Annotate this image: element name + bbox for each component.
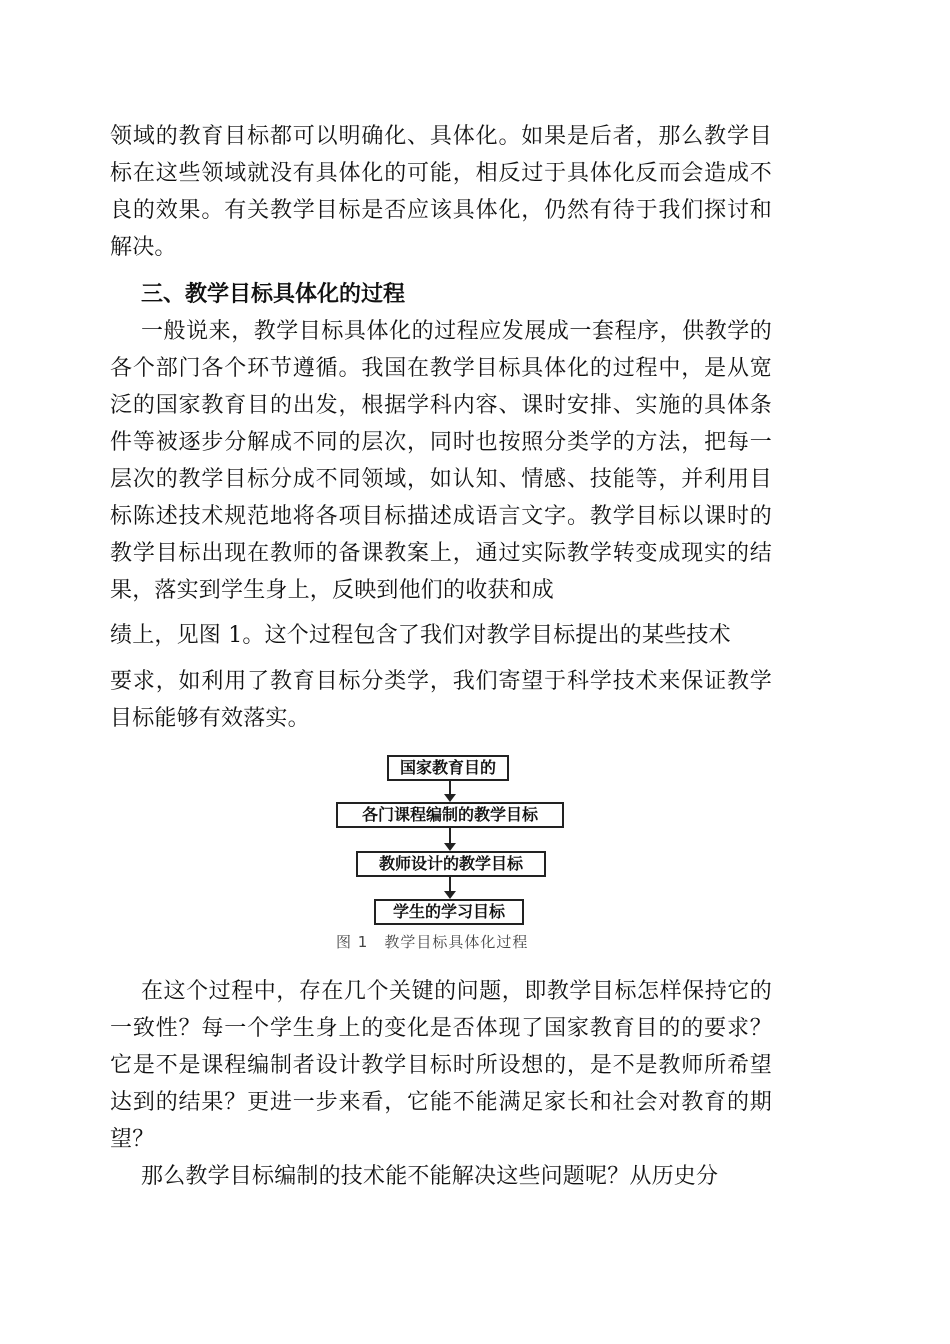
flowchart-figure — [110, 751, 772, 961]
figure-caption — [336, 931, 566, 952]
flow-arrow-head — [444, 843, 456, 851]
paragraph-2-end: 要求，如利用了教育目标分类学，我们寄望于科学技术来保证教学目标能够有效落实。 — [110, 669, 772, 731]
flow-box-student-goal: 学生的学习目标 — [374, 899, 524, 925]
paragraph-4: 那么教学目标编制的技术能不能解决这些问题呢？从历史分 — [141, 1164, 719, 1189]
flow-arrow-line — [449, 828, 451, 843]
paragraph-2-continued: 绩上，见图 1。这个过程包含了我们对教学目标提出的某些技术 — [110, 623, 731, 648]
flow-arrow-head — [444, 794, 456, 802]
flow-arrow-line — [449, 781, 451, 794]
flow-box-national-goal: 国家教育目的 — [387, 755, 509, 781]
paragraph-3: 在这个过程中，存在几个关键的问题，即教学目标怎样保持它的一致性？每一个学生身上的变化是否体现了国家教育目的的要求？它是不是课程编制者设计教学目标时所设想的，是不是教师所希望达到的结果？更进一步来看，它能不能满足家长和社会对教育的期望？ — [110, 979, 772, 1152]
figure-caption-number: 图 1 — [336, 933, 369, 951]
flow-arrow-line — [449, 877, 451, 891]
document-page — [110, 118, 772, 1195]
section-heading: 三、教学目标具体化的过程 — [141, 282, 406, 307]
paragraph-2: 一般说来，教学目标具体化的过程应发展成一套程序，供教学的各个部门各个环节遵循。我国在教学目标具体化的过程中，是从宽泛的国家教育目的出发，根据学科内容、课时安排、实施的具体条件等被逐步分解成不同的层次，同时也按照分类学的方法，把每一层次的教学目标分成不同领域，如认知、情感、技能等，并利用目标陈述技术规范地将各项目标描述成语言文字。教学目标以课时的教学目标出现在教师的备课教案上，通过实际教学转变成现实的结果，落实到学生身上，反映到他们的收获和成 — [110, 319, 772, 603]
flow-box-curriculum-goal: 各门课程编制的教学目标 — [336, 802, 564, 828]
flow-arrow-head — [444, 891, 456, 899]
figure-caption-text: 教学目标具体化过程 — [384, 933, 529, 951]
paragraph-1: 领域的教育目标都可以明确化、具体化。如果是后者，那么教学目标在这些领域就没有具体化的可能，相反过于具体化反而会造成不良的效果。有关教学目标是否应该具体化，仍然有待于我们探讨和解决。 — [110, 124, 772, 260]
flow-box-teacher-goal: 教师设计的教学目标 — [356, 851, 546, 877]
